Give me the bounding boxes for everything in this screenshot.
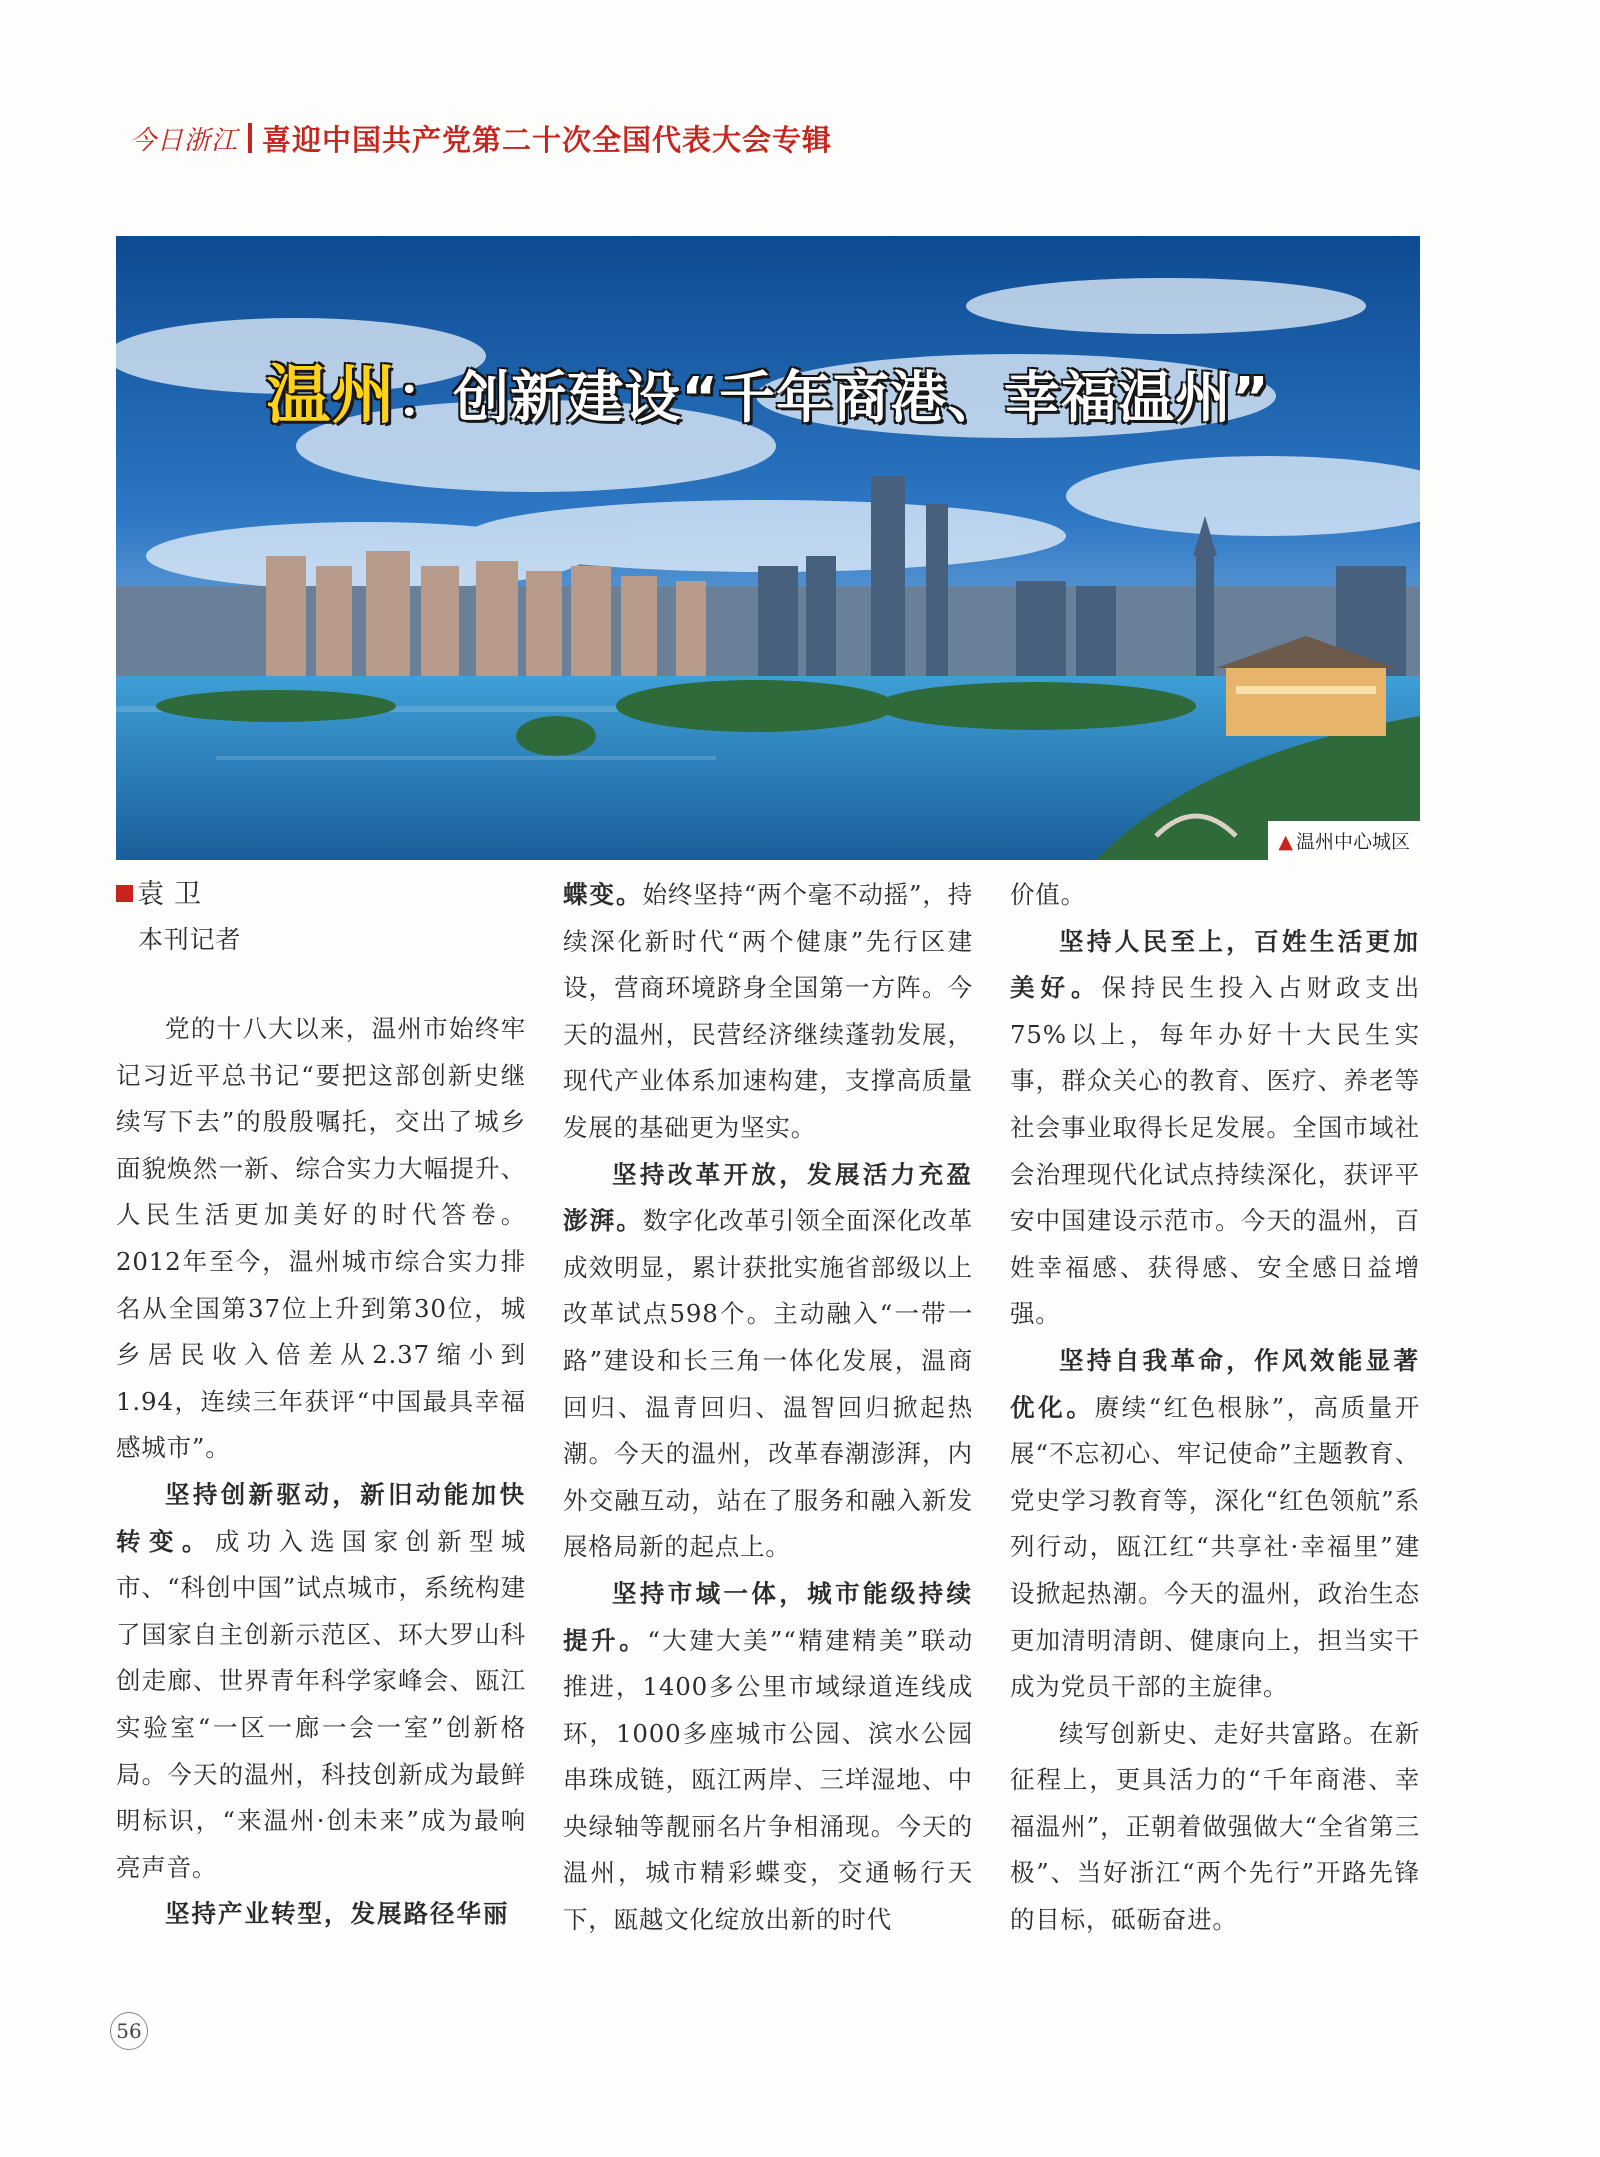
article-title-rest: ：创新建设“千年商港、幸福温州”	[396, 366, 1270, 431]
paragraph-intro: 党的十八大以来，温州市始终牢记习近平总书记“要把这部创新史继续写下去”的殷殷嘱托，交出了城乡面貌焕然一新、综合实力大幅提升、人民生活更加美好的时代答卷。2012年至今，温州城市综合实力排名从全国第37位上升到第30位，城乡居民收入倍差从2.37缩小到1.94，连续三年获评“中国最具幸福感城市”。	[116, 1014, 526, 1463]
article-title-place: 温州	[266, 359, 397, 433]
paragraph-body: 保持民生投入占财政支出75%以上，每年办好十大民生实事，群众关心的教育、医疗、养老等社会事业取得长足发展。全国市域社会治理现代化试点持续深化，获评平安中国建设示范市。今天的温州，百姓幸福感、获得感、安全感日益增强。	[1010, 973, 1420, 1329]
paragraph-body: 始终坚持“两个毫不动摇”，持续深化新时代“两个健康”先行区建设，营商环境跻身全国第一方阵。今天的温州，民营经济继续蓬勃发展，现代产业体系加速构建，支撑高质量发展的基础更为坚实。	[563, 880, 973, 1142]
paragraph-industry-lead	[116, 1891, 526, 1938]
paragraph-lead: 蝶变。	[563, 880, 643, 909]
paragraph-lead: 坚持产业转型，发展路径华丽	[165, 1899, 510, 1929]
paragraph-lead: 坚持人民至上，百姓生活更加美好。	[1010, 926, 1420, 1003]
city-skyline-illustration	[116, 236, 1420, 860]
paragraph-conclusion: 续写创新史、走好共富路。在新征程上，更具活力的“千年商港、幸福温州”，正朝着做强做大“全省第三极”、当好浙江“两个先行”开路先锋的目标，砥砺奋进。	[1010, 1718, 1420, 1935]
hero-photo	[116, 236, 1420, 860]
paragraph-lead: 坚持创新驱动，新旧动能加快转变。	[116, 1479, 526, 1556]
triangle-up-icon: ▲	[1278, 831, 1293, 853]
paragraph-reform	[563, 1152, 973, 1571]
paragraph-self-revolution	[1010, 1338, 1420, 1711]
paragraph-industry	[563, 872, 973, 1152]
paragraph-city-end: 价值。	[1010, 880, 1086, 909]
section-title: 喜迎中国共产党第二十次全国代表大会专辑	[262, 122, 833, 157]
header-divider	[248, 123, 252, 153]
magazine-logo: 今日浙江	[130, 125, 239, 156]
paragraph-body: 成功入选国家创新型城市、“科创中国”试点城市，系统构建了国家自主创新示范区、环大罗山科创走廊、世界青年科学家峰会、瓯江实验室“一区一廊一会一室”创新格局。今天的温州，科技创新成为最鲜明标识，“来温州·创未来”成为最响亮声音。	[116, 1526, 526, 1882]
paragraph-innovation	[116, 1472, 526, 1891]
article-column-2	[563, 872, 973, 1944]
paragraph-lead: 坚持自我革命，作风效能显著优化。	[1010, 1345, 1420, 1422]
paragraph-body: 赓续“红色根脉”，高质量开展“不忘初心、牢记使命”主题教育、党史学习教育等，深化“红色领航”系列行动，瓯江红“共享社·幸福里”建设掀起热潮。今天的温州，政治生态更加清明清朗、健康向上，担当实干成为党员干部的主旋律。	[1010, 1392, 1420, 1702]
paragraph-body: “大建大美”“精建精美”联动推进，1400多公里市域绿道连线成环，1000多座城市公园、滨水公园串珠成链，瓯江两岸、三垟湿地、中央绿轴等靓丽名片争相涌现。今天的温州，城市精彩蝶变，交通畅行天下，瓯越文化绽放出新的时代	[563, 1625, 973, 1935]
article-column-1	[116, 872, 526, 1938]
author-role: 本刊记者	[138, 925, 242, 954]
paragraph-lead: 坚持改革开放，发展活力充盈澎湃。	[563, 1159, 973, 1236]
article-column-3	[1010, 872, 1420, 1944]
red-square-icon	[116, 885, 133, 902]
paragraph-lead: 坚持市域一体，城市能级持续提升。	[563, 1578, 973, 1655]
page-number: 56	[110, 2012, 148, 2050]
article-title	[116, 344, 1420, 436]
photo-caption-text: 温州中心城区	[1295, 831, 1410, 853]
photo-caption	[1268, 821, 1420, 860]
paragraph-city	[563, 1571, 973, 1944]
paragraph-people	[1010, 919, 1420, 1338]
author-name: 袁 卫	[137, 879, 202, 910]
page-header	[130, 118, 832, 158]
author-byline	[116, 872, 526, 918]
paragraph-body: 数字化改革引领全面深化改革成效明显，累计获批实施省部级以上改革试点598个。主动融入“一带一路”建设和长三角一体化发展，温商回归、温青回归、温智回归掀起热潮。今天的温州，改革春潮澎湃，内外交融互动，站在了服务和融入新发展格局新的起点上。	[563, 1206, 974, 1562]
